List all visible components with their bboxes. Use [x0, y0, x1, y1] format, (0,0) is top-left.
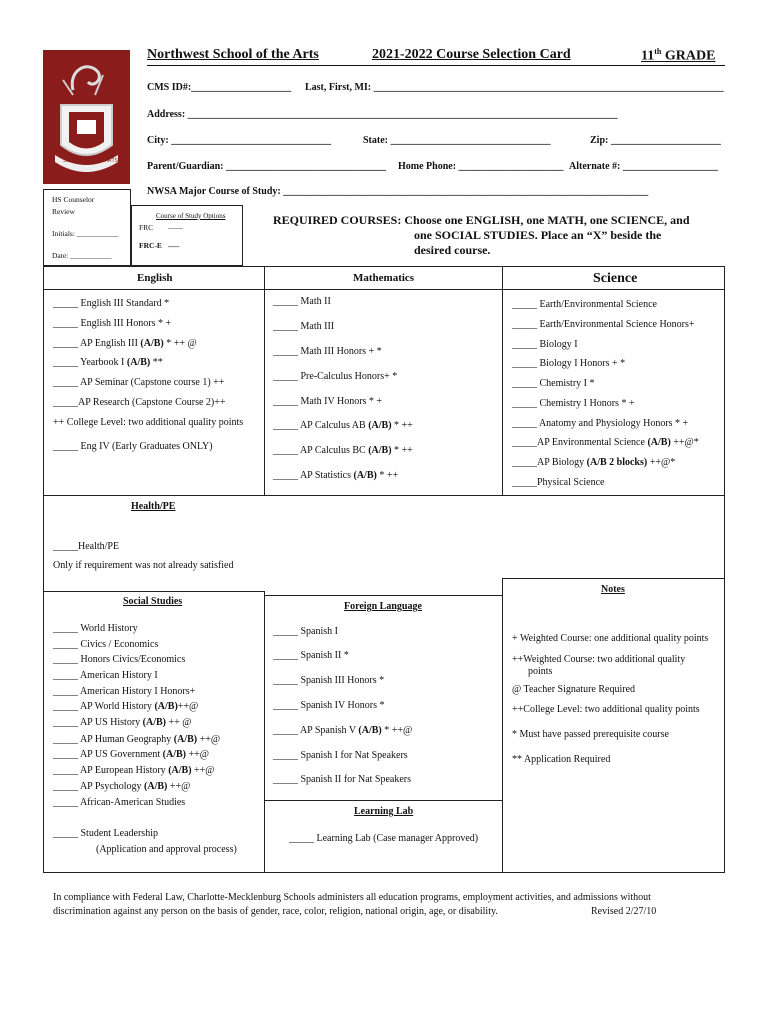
- cms-id-field[interactable]: CMS ID#:____________________: [147, 82, 292, 93]
- health-item[interactable]: _____Health/PE: [53, 541, 120, 552]
- date-field[interactable]: Date: ___________: [52, 251, 112, 260]
- math-item[interactable]: _____ Math III: [273, 321, 335, 332]
- social-item[interactable]: _____ AP European History (A/B) ++@: [53, 765, 215, 776]
- science-item[interactable]: _____AP Biology (A/B 2 blocks) ++@*: [512, 457, 676, 468]
- social-item[interactable]: _____ Student Leadership: [53, 828, 158, 839]
- learning-lab-item[interactable]: _____ Learning Lab (Case manager Approved): [289, 833, 479, 844]
- english-item[interactable]: _____AP Research (Capstone Course 2)++: [53, 397, 226, 408]
- science-item[interactable]: _____ Biology I: [512, 339, 578, 350]
- grade-label: [641, 47, 715, 65]
- foreign-item[interactable]: _____ Spanish III Honors *: [273, 675, 385, 686]
- social-item[interactable]: _____ American History I Honors+: [53, 686, 196, 697]
- science-item[interactable]: _____ Biology I Honors + *: [512, 358, 626, 369]
- note-item: + Weighted Course: one additional quality points: [512, 633, 709, 644]
- required-courses-text: [273, 213, 690, 258]
- science-title: Science: [593, 271, 638, 286]
- bottom-border: [43, 872, 725, 873]
- social-item[interactable]: _____ Civics / Economics: [53, 639, 159, 650]
- header-rule: [147, 65, 725, 66]
- math-science-divider: [502, 266, 503, 496]
- social-top-border: [43, 591, 264, 592]
- foreign-top-border: [264, 595, 502, 596]
- social-title: Social Studies: [123, 596, 183, 607]
- grade-word: GRADE: [664, 48, 716, 64]
- counselor-review-box: [43, 189, 131, 266]
- science-item[interactable]: _____ Chemistry I *: [512, 378, 595, 389]
- english-title: English: [137, 272, 173, 284]
- learning-lab-top-border: [264, 800, 502, 801]
- science-item[interactable]: _____ Chemistry I Honors * +: [512, 398, 635, 409]
- english-note: ++ College Level: two additional quality points: [53, 417, 244, 428]
- social-item[interactable]: _____ AP US History (A/B) ++ @: [53, 717, 192, 728]
- foreign-item[interactable]: _____ AP Spanish V (A/B) * ++@: [273, 725, 413, 736]
- note-item: ++Weighted Course: two additional quality: [512, 654, 686, 665]
- science-item[interactable]: _____ Earth/Environmental Science Honors+: [512, 319, 695, 330]
- math-item[interactable]: _____ AP Calculus AB (A/B) * ++: [273, 420, 413, 431]
- social-item[interactable]: _____ Honors Civics/Economics: [53, 654, 186, 665]
- grade-num: 11: [641, 48, 655, 64]
- foreign-title: Foreign Language: [344, 601, 422, 612]
- note-item: * Must have passed prerequisite course: [512, 729, 669, 740]
- social-item[interactable]: _____ African-American Studies: [53, 797, 186, 808]
- header-row-divider: [43, 289, 725, 290]
- notes-top-border: [502, 578, 725, 579]
- alternate-field[interactable]: Alternate #: ___________________: [569, 161, 718, 172]
- logo-text: SCHOOL OF THE ARTS: [63, 158, 118, 164]
- foreign-item[interactable]: _____ Spanish II *: [273, 650, 349, 661]
- math-item[interactable]: _____ Math III Honors + *: [273, 346, 382, 357]
- math-item[interactable]: _____ AP Calculus BC (A/B) * ++: [273, 445, 413, 456]
- school-name: Northwest School of the Arts: [147, 47, 319, 62]
- home-phone-field[interactable]: Home Phone: _____________________: [398, 161, 564, 172]
- social-item-note: (Application and approval process): [96, 844, 237, 855]
- social-item[interactable]: _____ World History: [53, 623, 138, 634]
- study-options-box: [131, 205, 243, 266]
- notes-left-border: [502, 578, 503, 873]
- right-border-lower: [724, 496, 725, 873]
- social-item[interactable]: _____ American History I: [53, 670, 158, 681]
- english-item[interactable]: _____ English III Honors * +: [53, 318, 172, 329]
- footer-line-2: discrimination against any person on the basis of gender, race, color, religion, national origin, age, or disability.: [53, 906, 498, 917]
- frc-label: FRC: [139, 223, 154, 232]
- english-item[interactable]: _____ AP English III (A/B) * ++ @: [53, 338, 197, 349]
- zip-field[interactable]: Zip: ______________________: [590, 135, 721, 146]
- state-field[interactable]: State: ________________________________: [363, 135, 551, 146]
- social-right-border: [264, 591, 265, 873]
- science-item[interactable]: _____Physical Science: [512, 477, 605, 488]
- required-line-1: REQUIRED COURSES: Choose one ENGLISH, one MATH, one SCIENCE, and: [273, 213, 690, 227]
- nwsa-field[interactable]: NWSA Major Course of Study: _________________________________________________________________________: [147, 186, 649, 197]
- footer-line-1: In compliance with Federal Law, Charlotte-Mecklenburg Schools administers all education programs, employment activities, and admissions without: [53, 892, 651, 903]
- name-field[interactable]: Last, First, MI: ______________________________________________________________________: [305, 82, 724, 93]
- social-item[interactable]: _____ AP Psychology (A/B) ++@: [53, 781, 191, 792]
- required-line-2: one SOCIAL STUDIES. Place an “X” beside the: [414, 228, 662, 242]
- school-logo: [43, 50, 130, 184]
- foreign-item[interactable]: _____ Spanish I for Nat Speakers: [273, 750, 408, 761]
- science-item[interactable]: _____AP Environmental Science (A/B) ++@*: [512, 437, 699, 448]
- social-item[interactable]: _____ AP US Government (A/B) ++@: [53, 749, 209, 760]
- foreign-item[interactable]: _____ Spanish II for Nat Speakers: [273, 774, 412, 785]
- english-item[interactable]: _____ English III Standard *: [53, 298, 170, 309]
- math-title: Mathematics: [353, 272, 415, 284]
- parent-field[interactable]: Parent/Guardian: ________________________________: [147, 161, 386, 172]
- english-item[interactable]: _____ Eng IV (Early Graduates ONLY): [53, 441, 213, 452]
- required-line-3: desired course.: [414, 243, 491, 257]
- science-item[interactable]: _____ Anatomy and Physiology Honors * +: [512, 418, 689, 429]
- foreign-item[interactable]: _____ Spanish I: [273, 626, 338, 637]
- revised-date: Revised 2/27/10: [591, 906, 657, 917]
- note-item: ++College Level: two additional quality points: [512, 704, 700, 715]
- note-item: ** Application Required: [512, 754, 611, 765]
- frce-blank[interactable]: ___: [168, 239, 180, 248]
- counselor-title: HS Counselor Review: [52, 195, 95, 216]
- social-item[interactable]: _____ AP Human Geography (A/B) ++@: [53, 734, 221, 745]
- science-item[interactable]: _____ Earth/Environmental Science: [512, 299, 657, 310]
- health-note: Only if requirement was not already satisfied: [53, 560, 234, 571]
- math-item[interactable]: _____ Math II: [273, 296, 331, 307]
- note-item: points: [528, 666, 553, 677]
- left-border-lower: [43, 496, 44, 873]
- foreign-item[interactable]: _____ Spanish IV Honors *: [273, 700, 385, 711]
- english-math-divider: [264, 266, 265, 496]
- initials-field[interactable]: Initials: ___________: [52, 229, 119, 238]
- frc-blank[interactable]: ____: [168, 221, 183, 230]
- notes-title: Notes: [601, 584, 625, 595]
- city-field[interactable]: City: ________________________________: [147, 135, 332, 146]
- note-item: @ Teacher Signature Required: [512, 684, 636, 695]
- math-item[interactable]: _____ Pre-Calculus Honors+ *: [273, 371, 398, 382]
- english-item[interactable]: _____ Yearbook I (A/B) **: [53, 357, 163, 368]
- frce-label: FRC-E: [139, 241, 162, 250]
- grade-sup: th: [654, 47, 662, 56]
- study-options-title: Course of Study Options: [156, 212, 226, 220]
- english-item[interactable]: _____ AP Seminar (Capstone course 1) ++: [53, 377, 225, 388]
- social-item[interactable]: _____ AP World History (A/B)++@: [53, 701, 199, 712]
- address-field[interactable]: Address: ______________________________________________________________________________________: [147, 109, 618, 120]
- card-title: 2021-2022 Course Selection Card: [372, 47, 571, 62]
- math-item[interactable]: _____ Math IV Honors * +: [273, 396, 383, 407]
- health-title: Health/PE: [131, 501, 176, 512]
- math-item[interactable]: _____ AP Statistics (A/B) * ++: [273, 470, 399, 481]
- learning-lab-title: Learning Lab: [354, 806, 414, 817]
